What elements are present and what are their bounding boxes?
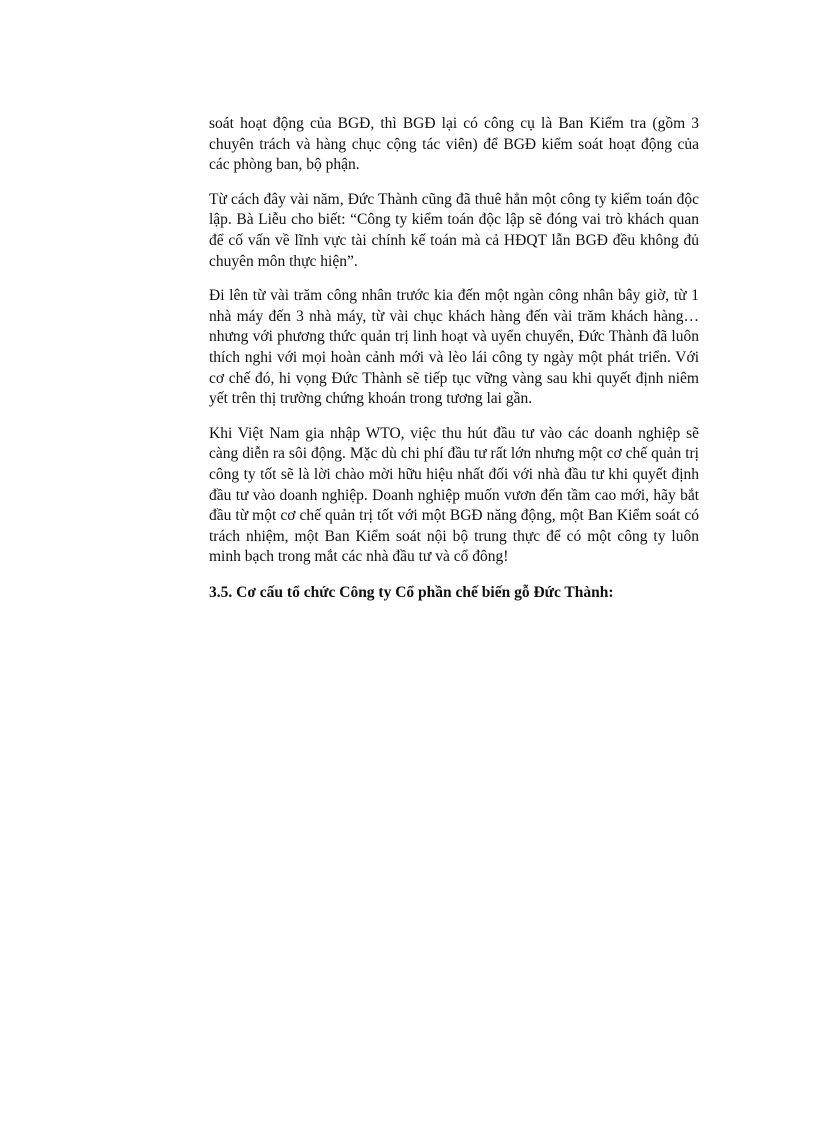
paragraph-wto-investment: Khi Việt Nam gia nhập WTO, việc thu hút đầu tư vào các doanh nghiệp sẽ càng diễn ra sôi động. Mặc dù chi phí đầu tư rất lớn nhưng một cơ chế quản trị công ty tốt sẽ là lời chào mời hữu hiệu nhất đối với nhà đầu tư khi quyết định đầu tư vào doanh nghiệp. Doanh nghiệp muốn vươn đến tầm cao mới, hãy bắt đầu từ một cơ chế quản trị tốt với một BGĐ năng động, một Ban Kiểm soát có trách nhiệm, một Ban Kiểm soát nội bộ trung thực để có một công ty luôn minh bạch trong mắt các nhà đầu tư và cổ đông! [209,424,699,566]
section-heading: 3.5. Cơ cấu tổ chức Công ty Cổ phần chế biến gỗ Đức Thành: [209,583,614,601]
document-body [209,114,699,604]
paragraph-independent-audit: Từ cách đây vài năm, Đức Thành cũng đã thuê hẳn một công ty kiểm toán độc lập. Bà Liễu cho biết: “Công ty kiểm toán độc lập sẽ đóng vai trò khách quan để cố vấn về lĩnh vực tài chính kế toán mà cả HĐQT lẫn BGĐ đều không đủ chuyên môn thực hiện”. [209,190,699,270]
paragraph-company-growth: Đi lên từ vài trăm công nhân trước kia đến một ngàn công nhân bây giờ, từ 1 nhà máy đến 3 nhà máy, từ vài chục khách hàng đến vài trăm khách hàng… nhưng với phương thức quản trị linh hoạt và uyển chuyển, Đức Thành đã luôn thích nghi với mọi hoàn cảnh mới và lèo lái công ty ngày một phát triển. Với cơ chế đó, hi vọng Đức Thành sẽ tiếp tục vững vàng sau khi quyết định niêm yết trên thị trường chứng khoán trong tương lai gần. [209,287,699,408]
paragraph-audit-control: soát hoạt động của BGĐ, thì BGĐ lại có công cụ là Ban Kiểm tra (gồm 3 chuyên trách và hàng chục cộng tác viên) để BGĐ kiểm soát hoạt động của các phòng ban, bộ phận. [209,115,699,174]
